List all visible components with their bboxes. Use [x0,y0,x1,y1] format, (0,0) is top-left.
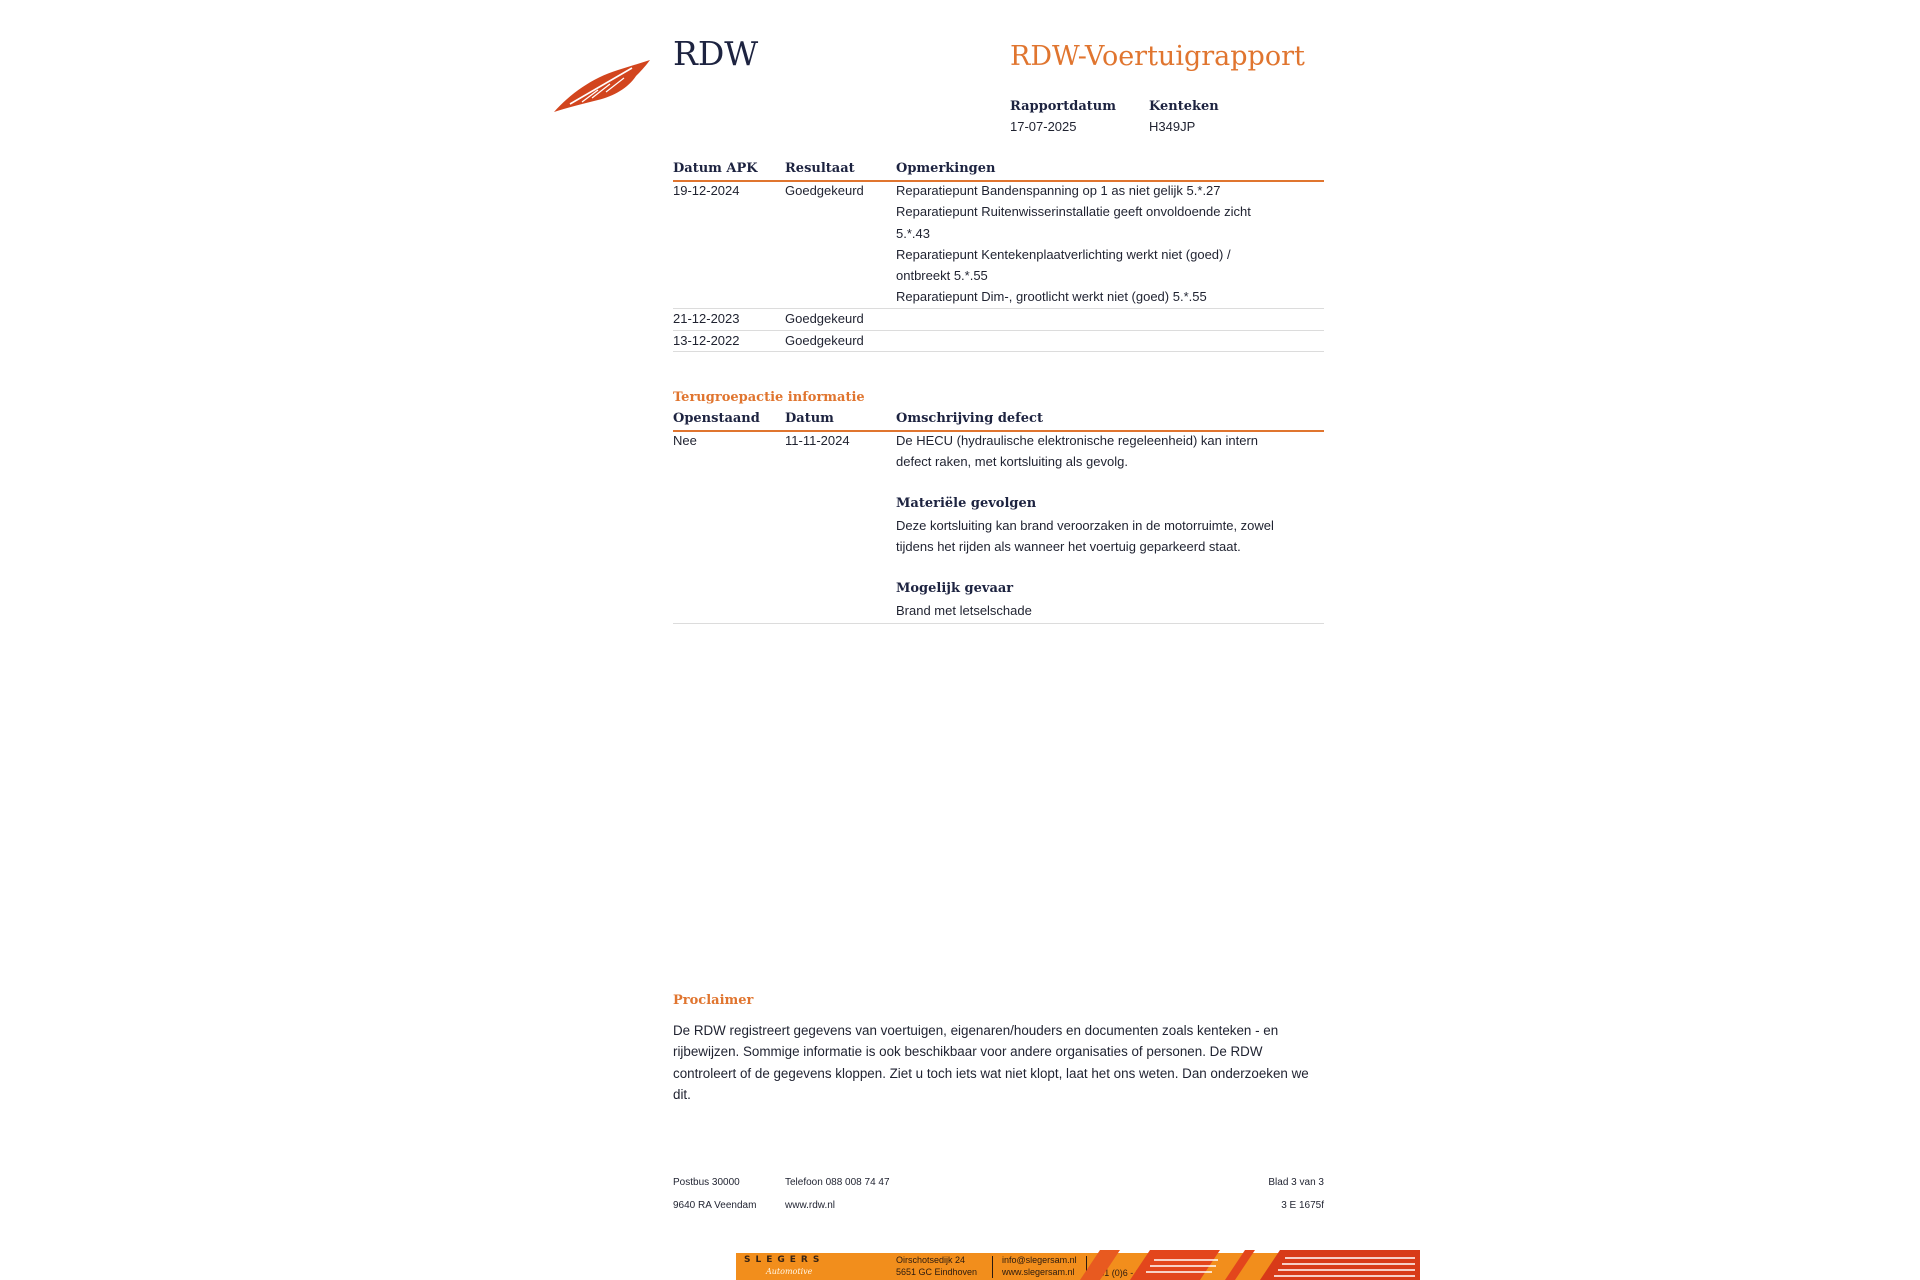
recall-header-defect: Omschrijving defect [896,411,1043,426]
recall-defect-description [896,430,1316,473]
danger-title: Mogelijk gevaar [896,581,1014,596]
dealer-address-line2: 5651 GC Eindhoven [896,1267,978,1277]
remark-line: Reparatiepunt Bandenspanning op 1 as niet gelijk 5.*.27 [896,183,1221,198]
remark-line: ontbreekt 5.*.55 [896,268,988,284]
proclaimer-text: De RDW registreert gegevens van voertuigen, eigenaren/houders en documenten zoals kenteken - en rijbewijzen. Sommige informatie is ook beschikbaar voor andere organisaties of personen. De RDW controleert of de gegevens kloppen. Ziet u toch iets wat niet klopt, laat het ons weten. Dan onderzoeken we dit. [673,1023,1309,1102]
dealer-tagline: Automotive [766,1267,813,1276]
footer-page-number: Blad 3 van 3 [1268,1177,1324,1188]
remark-line: Reparatiepunt Dim-, grootlicht werkt niet (goed) 5.*.55 [896,289,1207,305]
plate-value: H349JP [1149,119,1196,134]
footer-city: 9640 RA Veendam [673,1200,757,1211]
dealer-website[interactable]: www.slegersam.nl [1002,1267,1075,1277]
dealer-name: SLEGERS [744,1255,825,1265]
apk-row-remarks [896,180,1316,308]
report-title: RDW-Voertuigrapport [1010,41,1305,72]
banner-divider [992,1256,993,1278]
row-divider [673,623,1324,624]
dealer-phone: (0)6 - [1111,1268,1134,1278]
row-divider [673,351,1324,352]
recall-section-title: Terugroepactie informatie [673,390,865,405]
consequence-line: tijdens het rijden als wanneer het voertuig geparkeerd staat. [896,539,1241,555]
consequence-line: Deze kortsluiting kan brand veroorzaken in de motorruimte, zowel [896,518,1274,533]
defect-line: De HECU (hydraulische elektronische regeleenheid) kan intern [896,433,1259,448]
consequences-text [896,515,1316,558]
dealer-address-line1: Oirschotsedijk 24 [896,1255,966,1265]
apk-row-result: Goedgekeurd [785,333,864,348]
footer-phone: Telefoon 088 008 74 47 [785,1177,890,1188]
report-date-label: Rapportdatum [1010,99,1116,114]
proclaimer-title: Proclaimer [673,993,754,1008]
logo-text: RDW [673,34,759,73]
rdw-feather-logo [552,58,656,114]
apk-header-remarks: Opmerkingen [896,161,996,176]
recall-header-open: Openstaand [673,411,760,426]
row-divider [673,308,1324,309]
defect-line: defect raken, met kortsluiting als gevolg. [896,454,1128,470]
row-divider [673,330,1324,331]
dealer-stripes-graphic [1070,1250,1420,1280]
apk-row-date: 13-12-2022 [673,333,740,348]
dealer-email[interactable]: info@slegersam.nl [1002,1255,1077,1265]
plate-label: Kenteken [1149,99,1219,114]
recall-date-value: 11-11-2024 [785,433,850,448]
danger-text: Brand met letselschade [896,603,1032,618]
footer-document-code: 3 E 1675f [1281,1200,1324,1211]
remark-line: 5.*.43 [896,225,930,241]
apk-header-result: Resultaat [785,161,855,176]
remark-line: Reparatiepunt Kentekenplaatverlichting werkt niet (goed) / [896,246,1231,262]
recall-header-date: Datum [785,411,834,426]
apk-row-result: Goedgekeurd [785,183,864,198]
footer-website-link[interactable]: www.rdw.nl [785,1200,836,1211]
apk-row-result: Goedgekeurd [785,311,864,326]
footer-postbus: Postbus 30000 [673,1177,740,1188]
recall-open-value: Nee [673,433,697,448]
consequences-title: Materiële gevolgen [896,496,1037,511]
apk-header-date: Datum APK [673,161,758,176]
remark-line: Reparatiepunt Ruitenwisserinstallatie geeft onvoldoende zicht [896,204,1251,220]
report-date-value: 17-07-2025 [1010,119,1077,134]
apk-row-date: 21-12-2023 [673,311,740,326]
apk-row-date: 19-12-2024 [673,183,740,198]
